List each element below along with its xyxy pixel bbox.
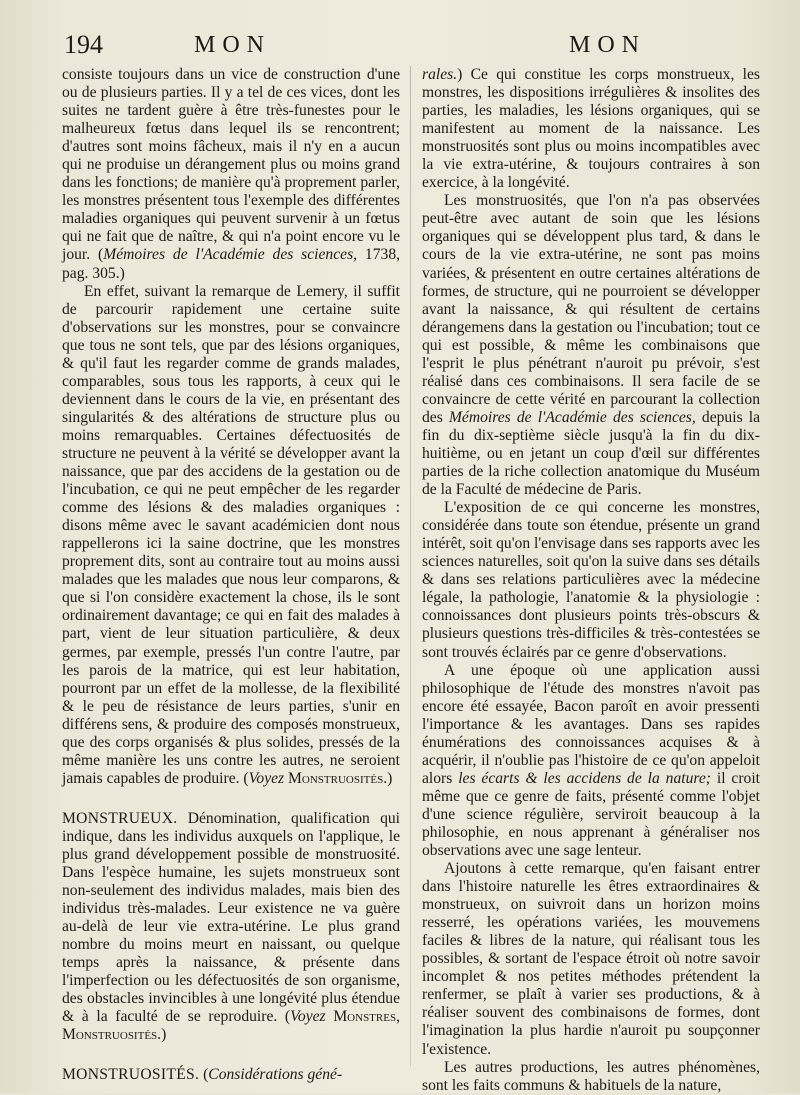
right-column xyxy=(422,66,760,1095)
entry-term: MONSTRUOSITÉS. xyxy=(62,1066,200,1084)
running-head-left: MON xyxy=(194,32,272,58)
left-column xyxy=(62,66,400,1085)
cross-reference: Monstruosités. xyxy=(288,769,388,787)
column-divider xyxy=(410,66,411,1066)
dictionary-entry-monstrueux: MONSTRUEUX. Dénomination, qualification qui indique, dans les individus auxquels on l'applique, le plus grand développement possible de monstruosité. Dans l'espèce humaine, les sujets monstrueux sont non-seulement des individus malades, mais bien des individus très-malades. Leur existence ne va guère au-delà de leur vie extra-utérine. Le plus grand nombre du moins meurt en naissant, ou quelque temps après la naissance, & présente dans l'imperfection ou les défectuosités de son organisme, des obstacles invincibles à une longévité plus étendue & à la faculté de se reproduire. (Voyez Monstres, Monstruosités.) xyxy=(62,809,400,1044)
paragraph: Les monstruosités, que l'on n'a pas observées peut-être avec autant de soin que les lésions organiques qui se développent plus tard, & dans le cours de la vie extra-utérine, ne sont pas moins variées, & présentent en outre certaines altérations de formes, de structure, qui ne pourroient se développer avant la naissance, & qui résultent de certains dérangemens dans la gestation ou l'incubation; tout ce qui est possible, & même les combinaisons que l'esprit le plus pénétrant n'auroit pu prévoir, s'est réalisé dans ces combinaisons. Il sera facile de se convaincre de cette vérité en parcourant la collection des Mémoires de l'Académie des sciences, depuis la fin du dix-septième siècle jusqu'à la fin du dix-huitième, ou en jetant un coup d'œil sur différentes parties de la riche collection anatomique du Muséum de la Faculté de médecine de Paris. xyxy=(422,192,761,499)
paragraph: rales.) Ce qui constitue les corps monstrueux, les monstres, les dispositions irrégulières & insolites des parties, les maladies, les lésions organiques, qui se manifestent au moment de la naissance. Les monstruosités sont plus ou moins incompatibles avec la vie extra-utérine, & toujours contraires à son exercice, à la longévité. xyxy=(422,66,760,192)
paragraph: En effet, suivant la remarque de Lemery, il suffit de parcourir rapidement une certaine suite d'observations sur les monstres, pour se convaincre que tous ne sont tels, que par des lésions organiques, & qu'il faut les regarder comme de grands malades, comparables, sous tous les rapports, à ceux qui le deviennent dans le cours de la vie, en présentant des singularités & des altérations de structure plus ou moins remarquables. Certaines défectuosités de structure ne peuvent à la vérité se développer avant la naissance, que par des accidens de la gestation ou de l'incubation, ce qui ne peut empêcher de les regarder comme des lésions & des maladies organiques : disons même avec le savant académicien dont nous rappellerons ici la saine doctrine, que les monstres proprement dits, sont au contraire tout au moins aussi malades que les malades que nous leur comparons, & que si l'on considère exactement la chose, ils le sont ordinairement davantage; ce qui en fait des malades à part, vient de leur situation particulière, & deux germes, par exemple, pressés l'un contre l'autre, par les parois de la matrice, qui est leur habitation, pourront par un effet de la mollesse, de la flexibilité & le peu de résistance de leurs parties, s'unir en différens sens, & produire des composés monstrueux, que des corps organisés & plus solides, pressés de la même manière les uns contre les autres, ne seroient jamais capables de produire. (Voyez Monstruosités.) xyxy=(62,282,400,787)
paragraph: consiste toujours dans un vice de construction d'une ou de plusieurs parties. Il y a tel de ces vices, dont les suites ne tardent guère à être très-funestes pour le malheureux fœtus dans lequel ils se rencontrent; d'autres sont moins fâcheux, mais il n'y en a aucun qui ne produise un dérangement plus ou moins grand dans les fonctions; de manière qu'à proprement parler, les monstres présentent tous l'exemple des différentes maladies organiques qui peuvent survenir à un fœtus qui ne fait que de naître, & qui n'a point encore vu le jour. (Mémoires de l'Académie des sciences, 1738, pag. 305.) xyxy=(62,66,401,282)
entry-term: MONSTRUEUX. xyxy=(62,809,178,827)
cross-reference: Monstres, xyxy=(333,1008,400,1026)
running-head-right: MON xyxy=(569,32,647,58)
dictionary-entry-monstruosites: MONSTRUOSITÉS. (Considérations géné- xyxy=(62,1066,343,1084)
page-number: 194 xyxy=(64,30,103,59)
paragraph: L'exposition de ce qui concerne les monstres, considérée dans toute son étendue, présente un grand intérêt, soit qu'on l'envisage dans ses rapports avec les sciences naturelles, soit qu'on la suive dans ses détails & dans ses relations particulières avec la médecine légale, la pathologie, l'anatomie & la physiologie : connoissances dont plusieurs points très-obscurs & plusieurs questions très-difficiles & très-contestées se sont trouvés éclairés par ce genre d'observations. xyxy=(422,499,760,661)
paragraph: A une époque où une application aussi philosophique de l'étude des monstres n'avoit pas encore été essayée, Bacon paroît en avoir pressenti l'importance & les avantages. Dans ses rapides énumérations des connoissances acquises & à acquérir, il n'oublie pas l'histoire de ce qu'on appeloit alors les écarts & les accidens de la nature; il croit même que ce genre de faits, présenté comme l'objet d'une science régulière, serviroit beaucoup à la philosophie, en nous apprenant à généraliser nos observations avec une sage lenteur. xyxy=(422,661,760,860)
page-header xyxy=(64,30,776,66)
paragraph: Les autres productions, les autres phénomènes, sont les faits communs & habituels de la nature, xyxy=(422,1058,760,1094)
cross-reference: Monstruosités. xyxy=(62,1026,162,1044)
paragraph: Ajoutons à cette remarque, qu'en faisant entrer dans l'histoire naturelle les êtres extraordinaires & monstrueux, on suivroit dans un horizon moins resserré, les opérations variées, les mouvemens faciles & libres de la nature, qui réalisant tous les possibles, & sortant de l'espace étroit où notre savoir incomplet & nos petites méthodes prétendent la renfermer, se plaît à varier ses productions, & à réaliser souvent des combinaisons de formes, dont l'imagination la plus hardie n'auroit pu soupçonner l'existence. xyxy=(422,860,760,1058)
